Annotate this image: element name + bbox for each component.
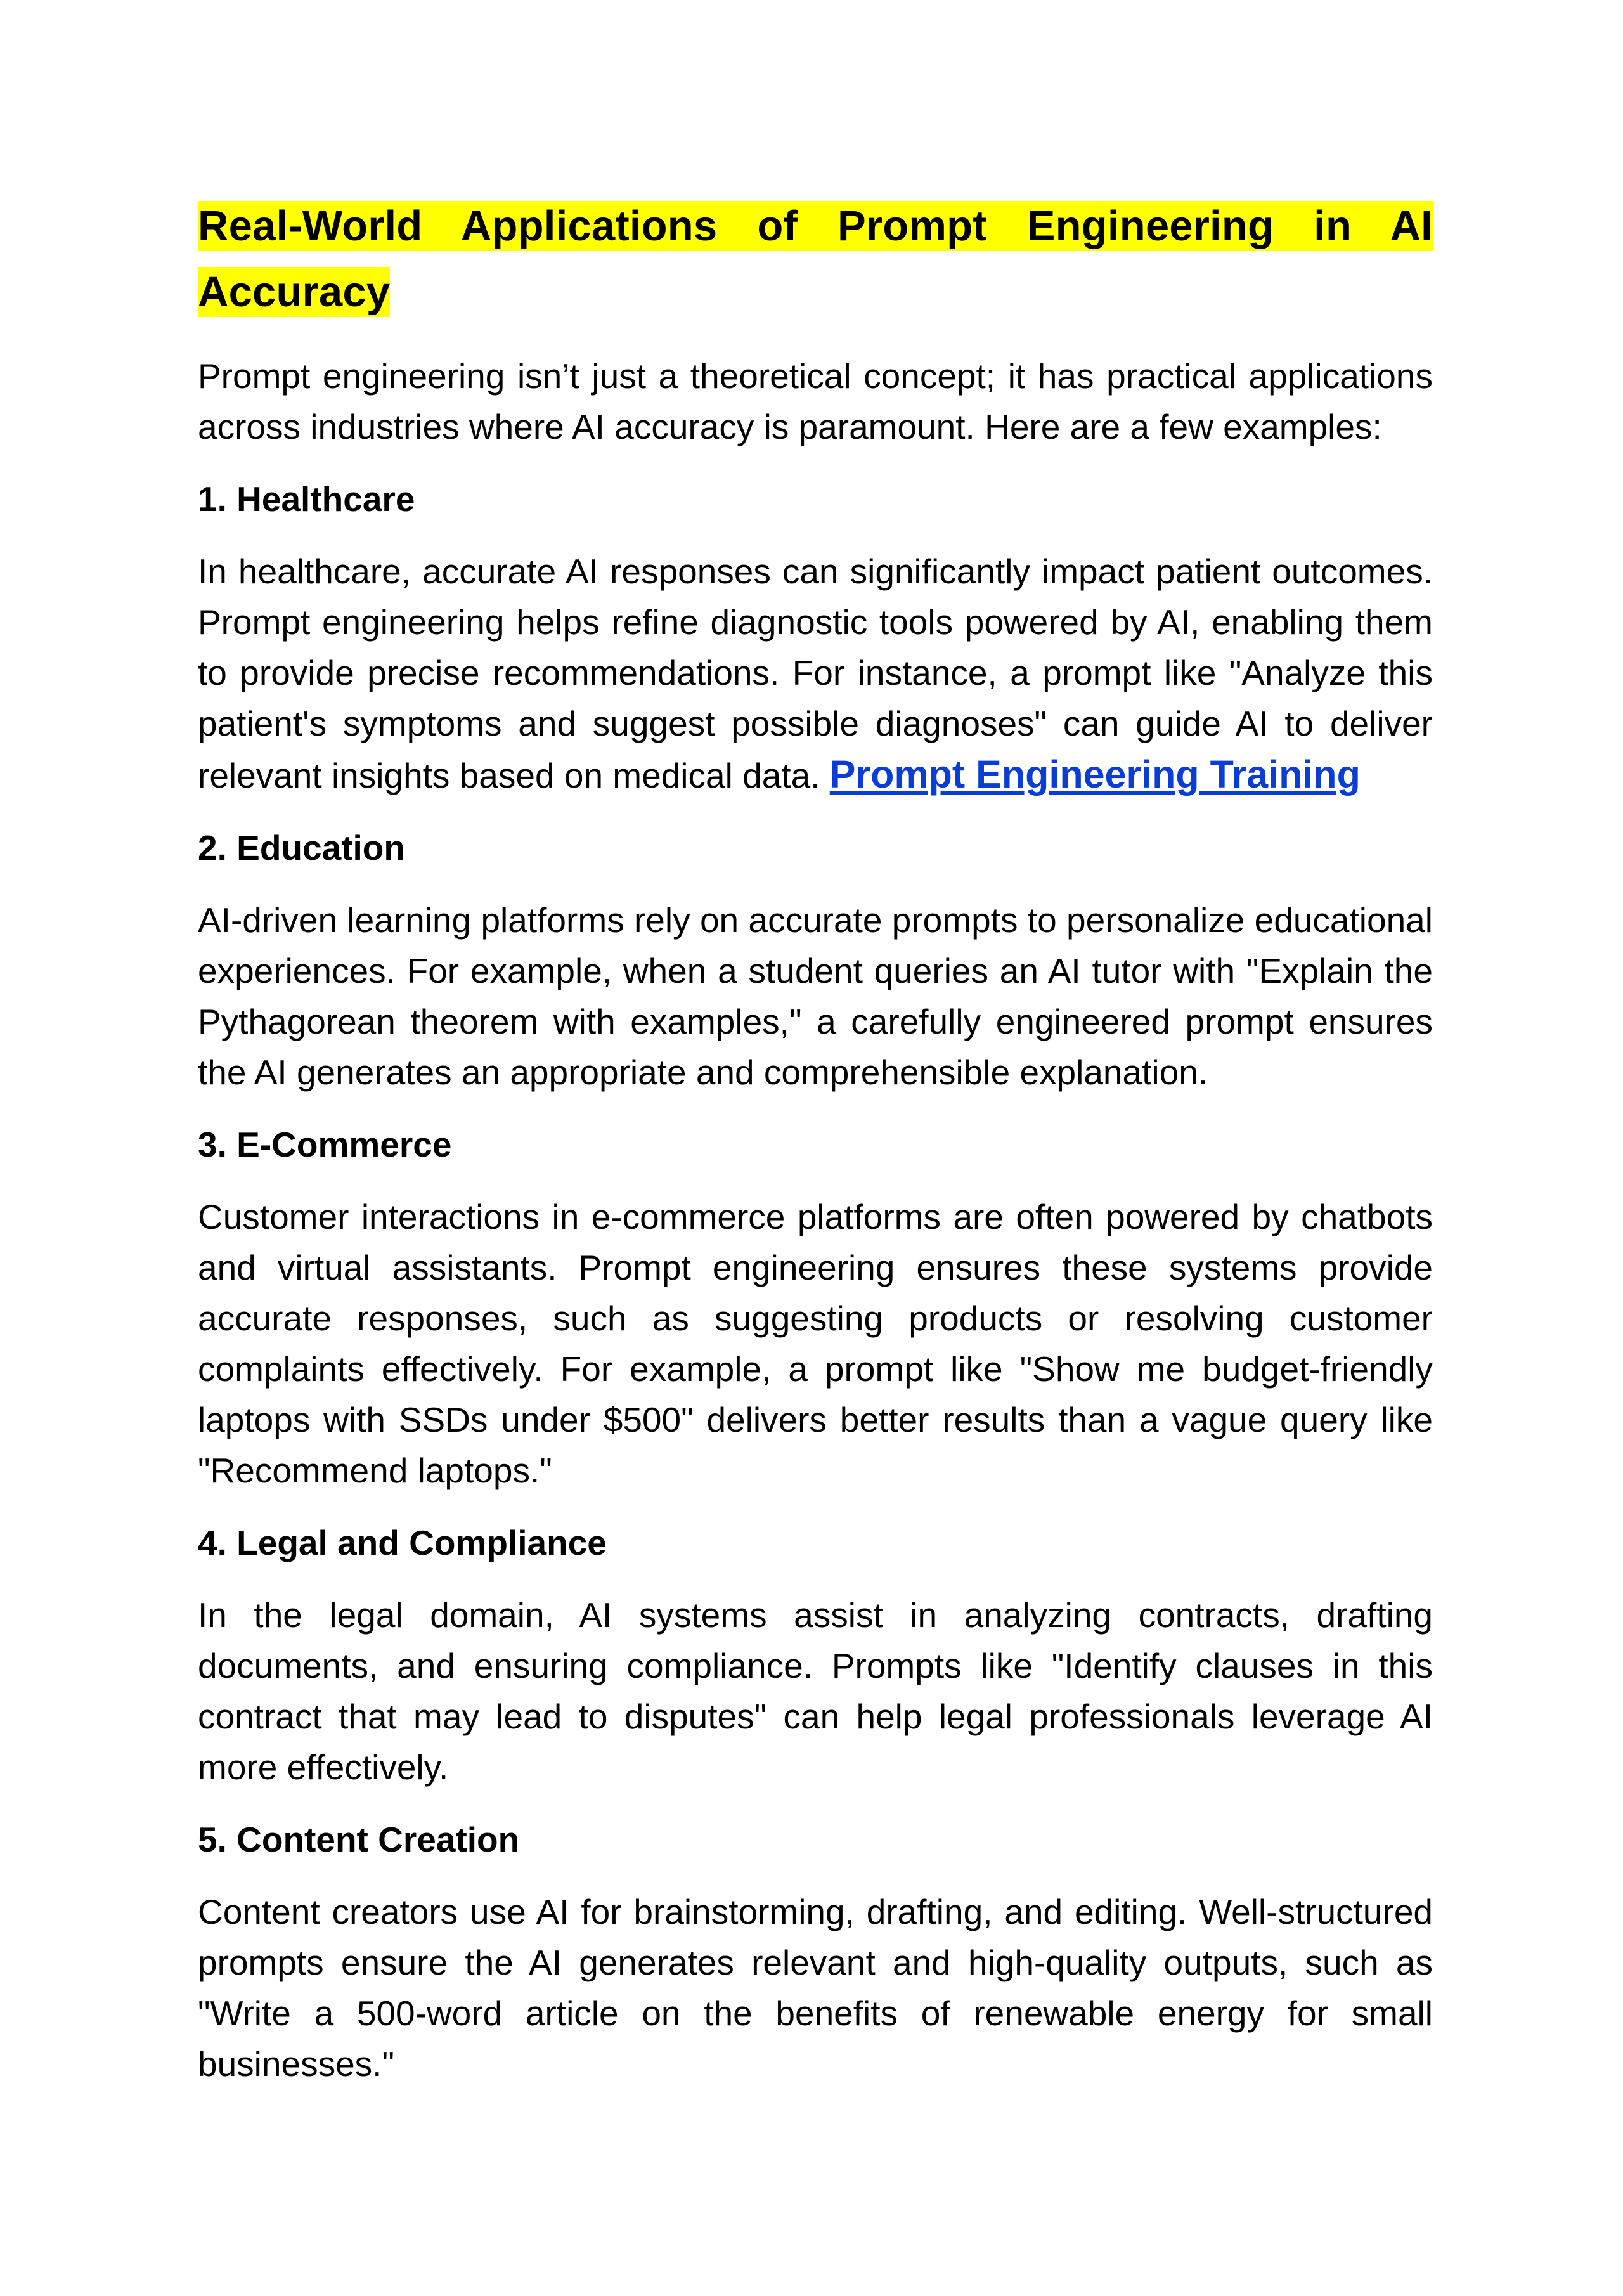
prompt-engineering-training-link[interactable]: Prompt Engineering Training — [829, 753, 1361, 796]
title-highlight: Real-World Applications of Prompt Engineering in AI Accuracy — [198, 202, 1433, 316]
page-title — [198, 193, 1433, 325]
section-body-legal: In the legal domain, AI systems assist in analyzing contracts, drafting documents, and ensuring compliance. Prompts like "Identify clauses in this contract that may lead to disputes" can help legal professionals leverage AI more effectively. — [198, 1595, 1433, 1787]
healthcare-text: In healthcare, accurate AI responses can significantly impact patient outcomes. Prompt engineering helps refine diagnostic tools powered by AI, enabling them to provide precise recommendations. For instance, a prompt like "Analyze this patient's symptoms and suggest possible diagnoses" can guide AI to deliver relevant insights based on medical data. — [198, 552, 1433, 795]
section-body-education: AI-driven learning platforms rely on accurate prompts to personalize educational experiences. For example, when a student queries an AI tutor with "Explain the Pythagorean theorem with examples," a carefully engineered prompt ensures the AI generates an appropriate and comprehensible explanation. — [198, 900, 1433, 1092]
section-heading-legal: 4. Legal and Compliance — [198, 1523, 607, 1562]
section-body-healthcare — [198, 546, 1433, 801]
section-heading-content-creation: 5. Content Creation — [198, 1820, 520, 1859]
section-body-ecommerce: Customer interactions in e-commerce platforms are often powered by chatbots and virtual assistants. Prompt engineering ensures these systems provide accurate responses, such as suggesting products or resolving customer complaints effectively. For example, a prompt like "Show me budget-friendly laptops with SSDs under $500" delivers better results than a vague query like "Recommend laptops." — [198, 1197, 1433, 1490]
section-heading-ecommerce: 3. E-Commerce — [198, 1125, 452, 1164]
intro-paragraph: Prompt engineering isn’t just a theoretical concept; it has practical applications across industries where AI accuracy is paramount. Here are a few examples: — [198, 356, 1433, 446]
section-body-content-creation: Content creators use AI for brainstorming, drafting, and editing. Well-structured prompts ensure the AI generates relevant and high-quality outputs, such as "Write a 500-word article on the benefits of renewable energy for small businesses." — [198, 1892, 1433, 2084]
section-heading-healthcare: 1. Healthcare — [198, 479, 415, 519]
section-heading-education: 2. Education — [198, 828, 405, 867]
